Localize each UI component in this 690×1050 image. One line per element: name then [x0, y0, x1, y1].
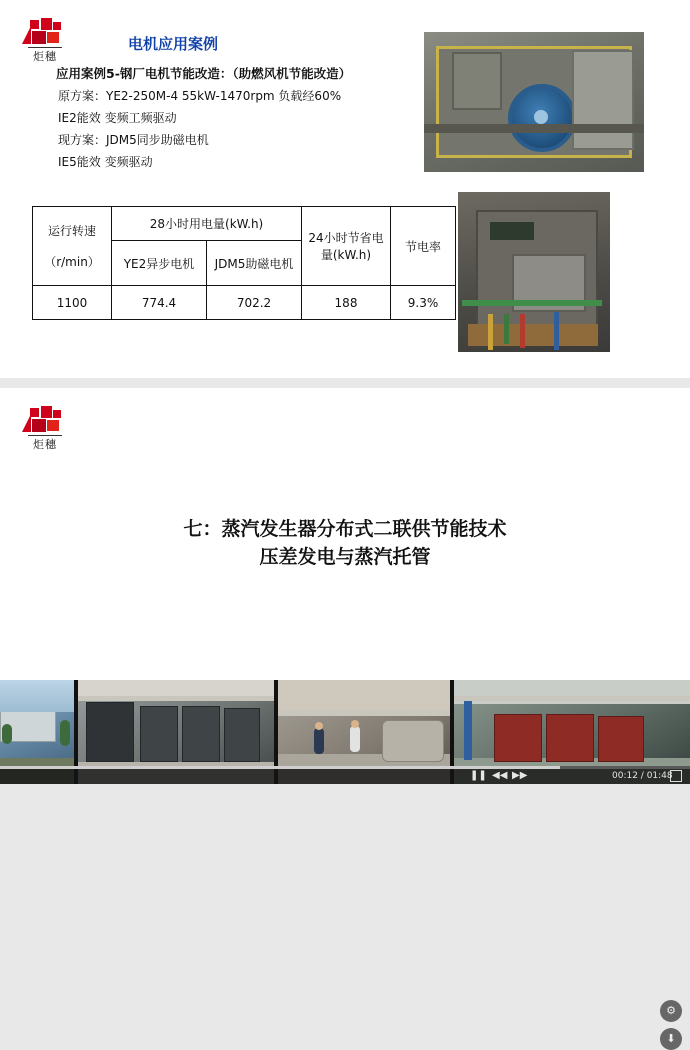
case-line-4: IE5能效 变频驱动	[58, 155, 153, 169]
cell-jdm5: 702.2	[207, 286, 302, 320]
logo-company-name: 炬穗	[33, 50, 57, 63]
video-player-controls[interactable]	[0, 766, 690, 784]
progress-bar-fill	[0, 766, 560, 769]
section-title-line-2: 压差发电与蒸汽托管	[259, 546, 431, 568]
company-logo	[22, 406, 68, 452]
pause-icon[interactable]: ❚❚	[470, 770, 487, 781]
next-icon[interactable]: ▶▶	[512, 770, 528, 781]
cell-speed: 1100	[33, 286, 112, 320]
header-ye2: YE2异步电机	[112, 241, 207, 286]
previous-icon[interactable]: ◀◀	[492, 770, 508, 781]
fullscreen-icon[interactable]	[670, 770, 682, 782]
header-speed	[33, 207, 112, 286]
progress-bar-track[interactable]	[0, 766, 690, 769]
header-28h-group: 28小时用电量(kW.h)	[112, 207, 302, 241]
case-line-2: IE2能效 变频工频驱动	[58, 111, 177, 125]
slide-steam-generator-title	[0, 388, 690, 1045]
slide-separator	[0, 378, 690, 388]
section-title-line-1: 七：蒸汽发生器分布式二联供节能技术	[183, 518, 507, 540]
header-24h-saving: 24小时节省电量(kW.h)	[302, 207, 391, 286]
header-saving-rate: 节电率	[391, 207, 456, 286]
table-header-row	[33, 207, 456, 241]
photo-control-cabinet	[458, 192, 610, 352]
header-speed-unit: （r/min）	[44, 255, 100, 269]
header-speed-text: 运行转速	[47, 224, 96, 238]
logo-mark-icon	[22, 406, 68, 436]
company-logo	[22, 18, 68, 64]
header-jdm5: JDM5助磁电机	[207, 241, 302, 286]
download-icon[interactable]: ⬇	[660, 1028, 682, 1050]
slide-motor-application-case	[0, 0, 690, 378]
slide-title: 电机应用案例	[128, 35, 219, 53]
video-filmstrip	[0, 680, 690, 1045]
cell-rate: 9.3%	[391, 286, 456, 320]
time-label: 00:12 / 01:48	[612, 771, 673, 781]
photo-blower-unit	[424, 32, 644, 172]
energy-comparison-table	[32, 206, 456, 320]
cell-saving: 188	[302, 286, 391, 320]
cell-ye2: 774.4	[112, 286, 207, 320]
case-line-3: 现方案：JDM5同步助磁电机	[58, 133, 209, 147]
case-heading: 应用案例5-钢厂电机节能改造：（助燃风机节能改造）	[56, 66, 352, 81]
table-row	[33, 286, 456, 320]
logo-company-name: 炬穗	[33, 438, 57, 451]
case-line-1: 原方案：YE2-250M-4 55kW-1470rpm 负载经60%	[58, 89, 342, 103]
settings-gear-icon[interactable]: ⚙	[660, 1000, 682, 1022]
logo-mark-icon	[22, 18, 68, 48]
